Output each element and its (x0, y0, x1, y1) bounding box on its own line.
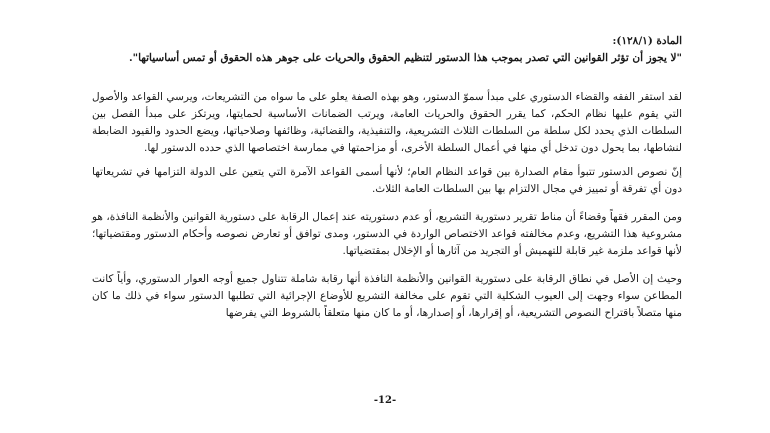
paragraph-public-order: إنّ نصوص الدستور تتبوأ مقام الصدارة بين قواعد النظام العام؛ لأنها أسمى القواعد الآمرة التي يتعين على الدولة التزامها في تشريعاتها دون أي تفرقة أو تمييز في مجال الالتزام بها بين السلطات العامة الثلاث. (92, 166, 682, 195)
article-heading: المادة (١٢٨/١): (612, 35, 682, 47)
paragraph-constitutionality-criteria: ومن المقرر فقهاً وقضاءً أن مناط تقرير دستورية التشريع، أو عدم دستوريته عند إعمال الرقابة على دستورية القوانين والأنظمة النافذة، هو مشروعية هذا التشريع، وعدم مخالفته قواعد الاختصاص الواردة في الدستور، ومدى توافق أو تعارض نصوصه وأحكام الدستور ومقتضياتها؛ لأنها قواعد ملزمة غير قابلة للتهميش أو التجريد من آثارها أو الإخلال بمقتضياتها. (92, 211, 682, 257)
article-quote: "لا يجوز أن تؤثر القوانين التي تصدر بموجب هذا الدستور لتنظيم الحقوق والحريات على جوهر هذه الحقوق أو تمس أساسياتها". (128, 52, 682, 64)
page-number: -12- (373, 395, 397, 406)
paragraph-constitution-supremacy: لقد استقر الفقه والقضاء الدستوري على مبدأ سموّ الدستور، وهو بهذه الصفة يعلو على ما سواه من التشريعات، ويرسي القواعد والأصول التي يقوم عليها نظام الحكم، كما يقرر الحقوق والحريات العامة، ويرتب الضمانات الأساسية لحمايتها، ويرتكز على مبدأ الفصل بين السلطات الذي يحدد لكل سلطة من السلطات الثلاث التشريعية، والتنفيذية، والقضائية، وظائفها وصلاحياتها، ويضع الحدود والقيود الضابطة لنشاطها، بما يحول دون تدخل أي منها في أعمال السلطة الأخرى، أو مزاحمتها في ممارسة اختصاصها الذي حدده الدستور لها. (92, 91, 682, 154)
paragraph-judicial-review-scope: وحيث إن الأصل في نطاق الرقابة على دستورية القوانين والأنظمة النافذة أنها رقابة شاملة تتناول جميع أوجه العوار الدستوري، وأياً كانت المطاعن سواء وجهت إلى العيوب الشكلية التي تقوم على مخالفة التشريع للأوضاع الإجرائية التي تطلبها الدستور سواء في ذلك ما كان منها متصلاً باقتراح النصوص التشريعية، أو إقرارها، أو إصدارها، أو ما كان منها متعلقاً بالشروط التي يفرضها (92, 273, 682, 319)
